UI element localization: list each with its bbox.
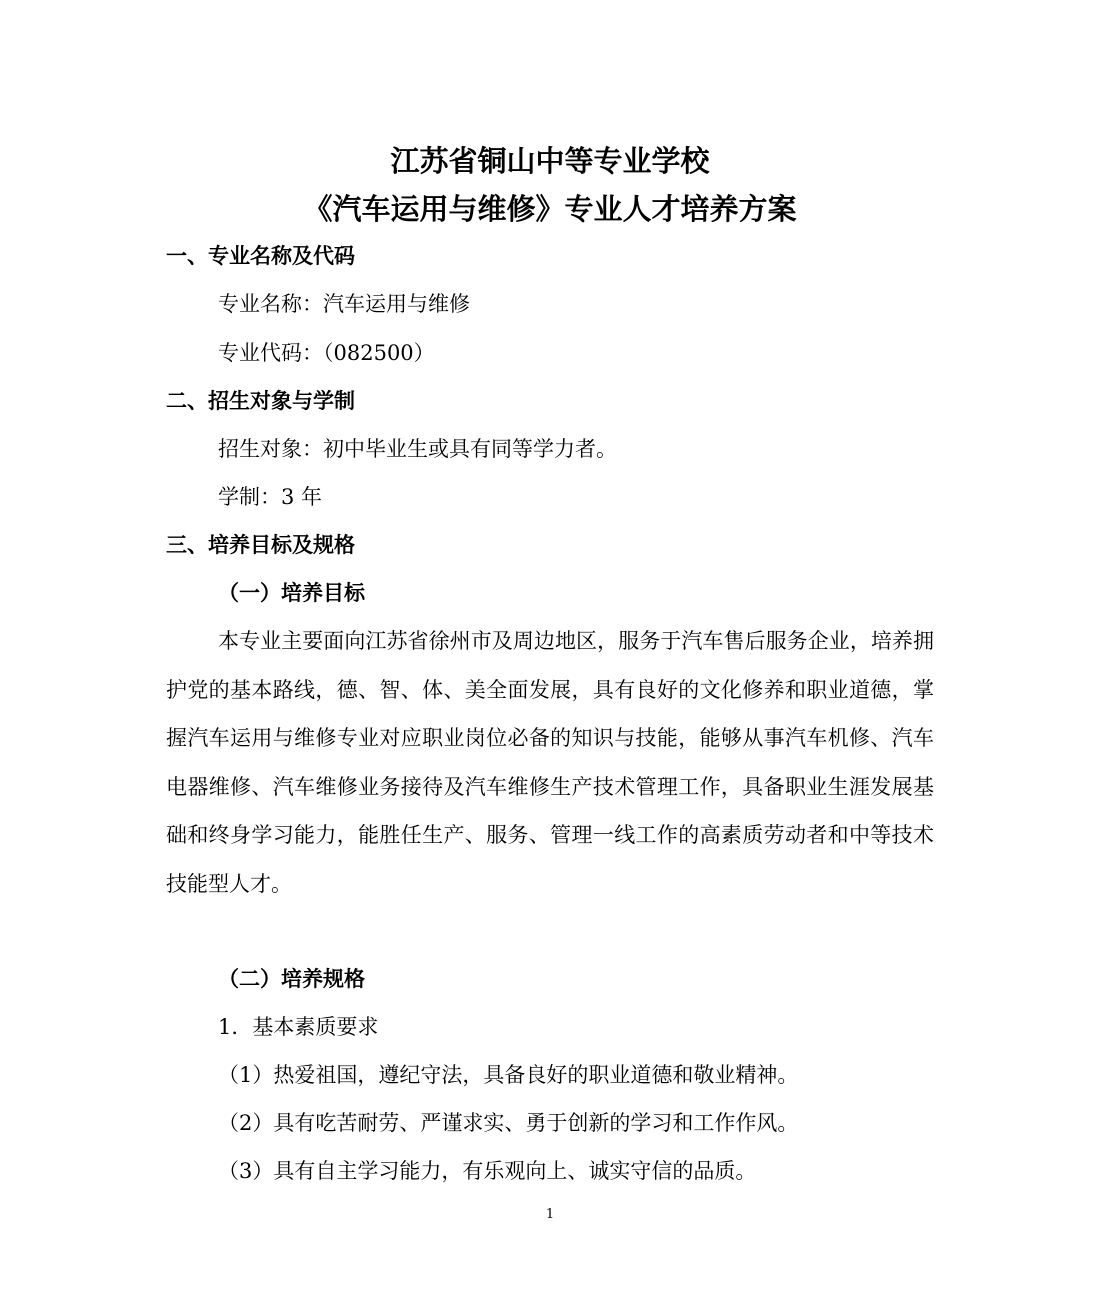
major-code-line: 专业代码：（082500） (218, 341, 435, 365)
list-item: （2）具有吃苦耐劳、严谨求实、勇于创新的学习和工作作风。 (218, 1111, 799, 1135)
goals-paragraph: 本专业主要面向江苏省徐州市及周边地区，服务于汽车售后服务企业，培养拥护党的基本路线，德、智、体、美全面发展，具有良好的文化修养和职业道德，掌握汽车运用与维修专业对应职业岗位必备的知识与技能，能够从事汽车机修、汽车电器维修、汽车维修业务接待及汽车维修生产技术管理工作，具备职业生涯发展基础和终身学习能力，能胜任生产、服务、管理一线工作的高素质劳动者和中等技术技能型人才。 (166, 629, 934, 896)
document-title-school: 江苏省铜山中等专业学校 (390, 144, 710, 178)
section-heading-3: 三、培养目标及规格 (166, 533, 355, 557)
enrollment-target-line: 招生对象：初中毕业生或具有同等学力者。 (218, 437, 617, 461)
study-duration-line: 学制：3 年 (218, 485, 323, 509)
subsection-heading-goals: （一）培养目标 (218, 581, 365, 605)
subsection-heading-specs: （二）培养规格 (218, 967, 365, 991)
major-name-line: 专业名称：汽车运用与维修 (218, 292, 470, 316)
list-item: （3）具有自主学习能力，有乐观向上、诚实守信的品质。 (218, 1159, 757, 1183)
page-number: 1 (545, 1207, 555, 1222)
section-heading-1: 一、专业名称及代码 (166, 244, 355, 268)
document-title-program: 《汽车运用与维修》专业人才培养方案 (303, 192, 797, 226)
basic-quality-heading: 1．基本素质要求 (218, 1015, 379, 1039)
list-item: （1）热爱祖国，遵纪守法，具备良好的职业道德和敬业精神。 (218, 1063, 799, 1087)
section-heading-2: 二、招生对象与学制 (166, 389, 355, 413)
